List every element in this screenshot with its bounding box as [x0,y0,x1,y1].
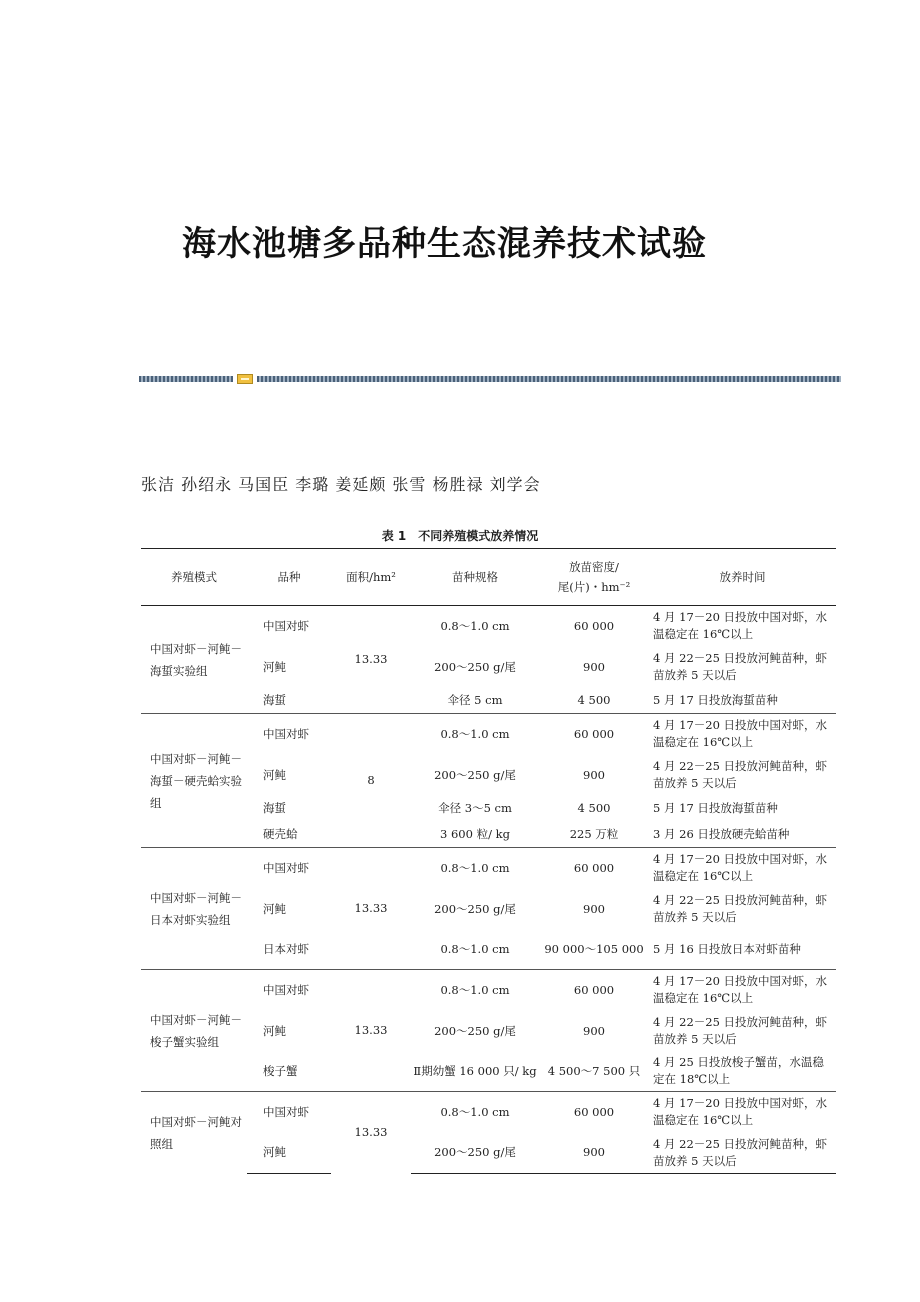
cell-spec: 伞径 5 cm [447,692,503,707]
cell-spec: 200～250 g/尾 [434,659,516,674]
cell-spec: 伞径 3～5 cm [438,801,512,815]
cell-density: 60 000 [539,1092,649,1133]
cell-species: 中国对虾 [247,970,331,1011]
cell-density: 90 000～105 000 [544,941,644,956]
cell-time: 4 月 17－20 日投放中国对虾，水温稳定在 16℃以上 [649,714,836,755]
cell-density: 60 000 [539,606,649,647]
cell-mode: 中国对虾－河鲀对照组 [141,1092,247,1174]
divider-bar-right [257,376,841,382]
title-divider [139,374,841,384]
cell-density: 900 [539,1133,649,1174]
cell-density: 60 000 [539,848,649,889]
cell-time: 5 月 17 日投放海蜇苗种 [653,692,778,707]
cell-spec: 200～250 g/尾 [434,901,516,916]
header-density-line2: 尾(片)・hm⁻² [557,580,631,594]
cell-time: 3 月 26 日投放硬壳蛤苗种 [653,826,790,841]
cell-spec: 3 600 粒/ kg [440,826,510,841]
cell-species: 硬壳蛤 [263,826,298,841]
cell-spec: 200～250 g/尾 [411,1133,539,1174]
table-row [141,714,836,755]
table-row [141,848,836,889]
cell-time: 4 月 25 日投放梭子蟹苗，水温稳定在 18℃以上 [653,1055,824,1087]
divider-bar-left [139,376,233,382]
cell-time: 5 月 16 日投放日本对虾苗种 [653,941,801,956]
cell-spec: 0.8～1.0 cm [411,848,539,889]
cell-density: 4 500～7 500 只 [547,1063,641,1078]
cell-density: 900 [583,1023,605,1038]
cell-time: 4 月 17－20 日投放中国对虾，水温稳定在 16℃以上 [649,848,836,889]
cell-species: 梭子蟹 [263,1063,298,1078]
cell-mode: 中国对虾－河鲀－海蜇实验组 [141,606,247,714]
header-density-line1: 放苗密度/ [569,560,619,574]
author-list: 张洁 孙绍永 马国臣 李璐 姜延颇 张雪 杨胜禄 刘学会 [141,475,541,494]
cell-density: 900 [583,767,605,782]
header-mode: 养殖模式 [141,549,247,606]
cell-density: 60 000 [539,970,649,1011]
cell-spec: Ⅱ期幼蟹 16 000 只/ kg [413,1063,537,1078]
cell-species: 河鲀 [263,1023,286,1038]
cell-species: 河鲀 [263,659,286,674]
table-row [141,970,836,1011]
cell-area: 13.33 [331,848,411,970]
cell-species: 河鲀 [263,901,286,916]
cell-species: 中国对虾 [247,606,331,647]
cell-time: 5 月 17 日投放海蜇苗种 [653,801,778,815]
cell-species: 河鲀 [247,1133,331,1174]
cell-mode: 中国对虾－河鲀－海蜇－硬壳蛤实验组 [141,714,247,848]
cell-density: 900 [583,659,605,674]
page-title: 海水池塘多品种生态混养技术试验 [182,224,707,264]
cell-density: 225 万粒 [569,826,619,841]
cell-spec: 0.8～1.0 cm [411,714,539,755]
cell-density: 60 000 [539,714,649,755]
cell-area: 13.33 [331,970,411,1092]
stocking-table [141,548,836,1174]
cell-mode: 中国对虾－河鲀－日本对虾实验组 [141,848,247,970]
cell-spec: 0.8～1.0 cm [411,970,539,1011]
cell-density: 900 [583,901,605,916]
table-body [141,606,836,1174]
cell-time: 4 月 22－25 日投放河鲀苗种，虾苗放养 5 天以后 [653,1015,828,1046]
table-caption: 表 1 不同养殖模式放养情况 [381,529,539,543]
header-time: 放养时间 [649,549,836,606]
cell-spec: 200～250 g/尾 [434,1023,516,1038]
document-badge-icon [237,374,253,384]
header-spec: 苗种规格 [411,549,539,606]
cell-density: 4 500 [577,801,611,815]
cell-time: 4 月 22－25 日投放河鲀苗种，虾苗放养 5 天以后 [649,1133,836,1174]
cell-spec: 0.8～1.0 cm [411,1092,539,1133]
table-header-row [141,549,836,606]
cell-species: 海蜇 [263,692,286,707]
cell-area: 8 [331,714,411,848]
cell-species: 中国对虾 [247,848,331,889]
cell-spec: 0.8～1.0 cm [440,941,510,956]
cell-density: 4 500 [577,692,611,707]
cell-time: 4 月 22－25 日投放河鲀苗种，虾苗放养 5 天以后 [653,893,828,924]
cell-species: 海蜇 [263,801,286,815]
cell-spec: 200～250 g/尾 [434,767,516,782]
cell-area: 13.33 [331,606,411,714]
header-density [539,549,649,606]
cell-spec: 0.8～1.0 cm [411,606,539,647]
cell-species: 中国对虾 [247,1092,331,1133]
cell-time: 4 月 22－25 日投放河鲀苗种，虾苗放养 5 天以后 [653,651,828,682]
header-area: 面积/hm² [331,549,411,606]
cell-species: 河鲀 [263,767,286,782]
table-row [141,1092,836,1133]
cell-species: 日本对虾 [263,941,309,956]
table-row [141,606,836,647]
cell-species: 中国对虾 [247,714,331,755]
cell-time: 4 月 22－25 日投放河鲀苗种，虾苗放养 5 天以后 [653,759,828,790]
header-species: 品种 [247,549,331,606]
cell-time: 4 月 17－20 日投放中国对虾，水温稳定在 16℃以上 [649,606,836,647]
cell-time: 4 月 17－20 日投放中国对虾，水温稳定在 16℃以上 [649,970,836,1011]
cell-mode: 中国对虾－河鲀－梭子蟹实验组 [141,970,247,1092]
cell-time: 4 月 17－20 日投放中国对虾，水温稳定在 16℃以上 [649,1092,836,1133]
cell-area: 13.33 [331,1092,411,1174]
